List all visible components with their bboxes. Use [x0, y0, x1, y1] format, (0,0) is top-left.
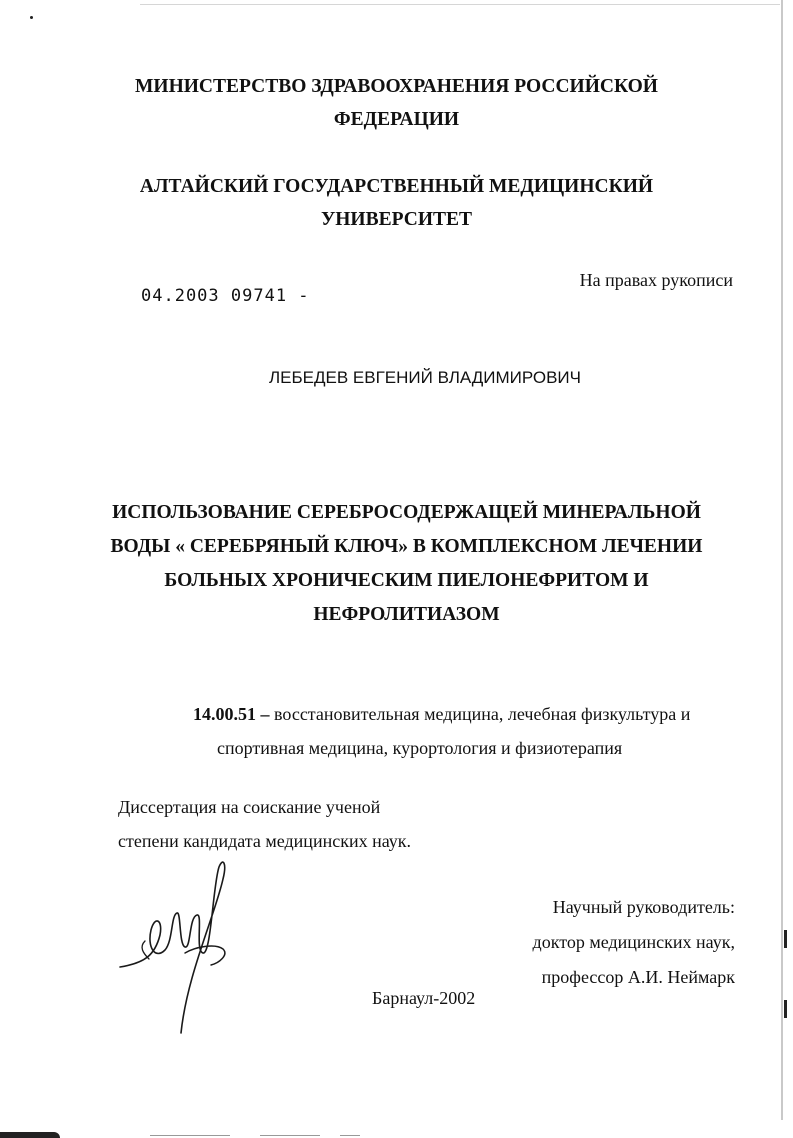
specialty-code: 14.00.51 – — [193, 704, 270, 724]
supervisor-block — [533, 890, 735, 995]
scan-border-bottom — [0, 1128, 793, 1138]
dissertation-title: ИСПОЛЬЗОВАНИЕ СЕРЕБРОСОДЕРЖАЩЕЙ МИНЕРАЛЬНОЙ ВОДЫ « СЕРЕБРЯНЫЙ КЛЮЧ» В КОМПЛЕКСНОМ ЛЕЧЕНИИ БОЛЬНЫХ ХРОНИЧЕСКИМ ПИЕЛОНЕФРИТОМ И НЕФРОЛИТИАЗОМ — [110, 502, 703, 625]
author-name: ЛЕБЕДЕВ ЕВГЕНИЙ ВЛАДИМИРОВИЧ — [269, 368, 581, 387]
handwritten-signature — [115, 855, 245, 1035]
university-heading: АЛТАЙСКИЙ ГОСУДАРСТВЕННЫЙ МЕДИЦИНСКИЙ УНИВЕРСИТЕТ — [139, 176, 654, 230]
city-year: Барнаул-2002 — [372, 988, 476, 1008]
registry-stamp: 04.2003 09741 - — [141, 286, 310, 306]
supervisor-label: Научный руководитель: — [552, 897, 735, 917]
specialty-text-continued: спортивная медицина, курортология и физиотерапия — [217, 738, 623, 758]
scan-speck — [30, 16, 33, 19]
scan-mark — [784, 930, 787, 948]
specialty-text: восстановительная медицина, лечебная физкультура и — [274, 704, 691, 724]
degree-statement: Диссертация на соискание ученой степени кандидата медицинских наук. — [118, 797, 412, 851]
specialty-block — [193, 697, 753, 765]
manuscript-note: На правах рукописи — [579, 270, 733, 290]
scan-border-top — [140, 4, 780, 5]
supervisor-degree: доктор медицинских наук, — [532, 932, 735, 952]
scan-mark — [784, 1000, 787, 1018]
supervisor-name: профессор А.И. Неймарк — [541, 967, 735, 987]
ministry-heading: МИНИСТЕРСТВО ЗДРАВООХРАНЕНИЯ РОССИЙСКОЙ ФЕДЕРАЦИИ — [135, 76, 658, 130]
